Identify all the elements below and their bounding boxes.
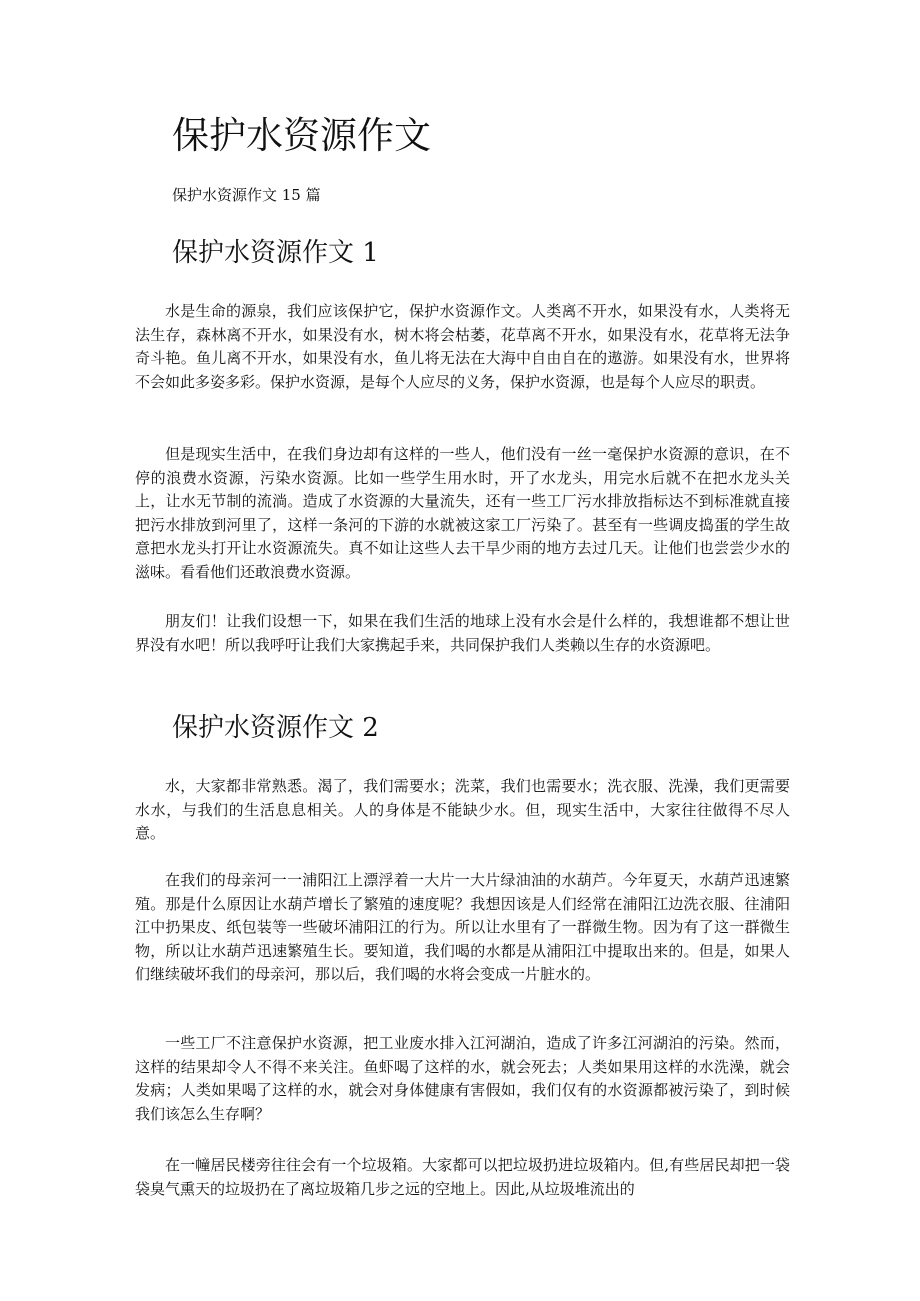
- paragraph: 水，大家都非常熟悉。渴了，我们需要水；洗菜，我们也需要水；洗衣服、洗澡，我们更需要水水，与我们的生活息息相关。人的身体是不能缺少水。但，现实生活中，大家往往做得不尽人意。: [135, 777, 790, 843]
- paragraph: 朋友们！让我们设想一下，如果在我们生活的地球上没有水会是什么样的，我想谁都不想让世界没有水吧！所以我呼吁让我们大家携起手来，共同保护我们人类赖以生存的水资源吧。: [135, 612, 790, 654]
- section-heading-1: 保护水资源作文 1: [172, 238, 379, 268]
- paragraph: 在一幢居民楼旁往往会有一个垃圾箱。大家都可以把垃圾扔进垃圾箱内。但,有些居民却把一袋袋臭气熏天的垃圾扔在了离垃圾箱几步之远的空地上。因此,从垃圾堆流出的: [135, 1156, 790, 1198]
- paragraph: 水是生命的源泉，我们应该保护它，保护水资源作文。人类离不开水，如果没有水，人类将无法生存，森林离不开水，如果没有水，树木将会枯萎，花草离不开水，如果没有水，花草将无法争奇斗艳。鱼儿离不开水，如果没有水，鱼儿将无法在大海中自由自在的遨游。如果没有水，世界将不会如此多姿多彩。保护水资源，是每个人应尽的义务，保护水资源，也是每个人应尽的职责。: [135, 302, 790, 391]
- paragraph: 在我们的母亲河一一浦阳江上漂浮着一大片一大片绿油油的水葫芦。今年夏天，水葫芦迅速繁殖。那是什么原因让水葫芦增长了繁殖的速度呢？我想因该是人们经常在浦阳江边洗衣服、往浦阳江中扔果皮、纸包装等一些破坏浦阳江的行为。所以让水里有了一群微生物。因为有了这一群微生物，所以让水葫芦迅速繁殖生长。要知道，我们喝的水都是从浦阳江中提取出来的。但是，如果人们继续破坏我们的母亲河，那以后，我们喝的水将会变成一片脏水的。: [135, 871, 790, 984]
- section-heading-2: 保护水资源作文 2: [172, 713, 379, 743]
- paragraph: 但是现实生活中，在我们身边却有这样的一些人，他们没有一丝一毫保护水资源的意识，在不停的浪费水资源，污染水资源。比如一些学生用水时，开了水龙头，用完水后就不在把水龙头关上，让水无节制的流淌。造成了水资源的大量流失，还有一些工厂污水排放指标达不到标准就直接把污水排放到河里了，这样一条河的下游的水就被这家工厂污染了。甚至有一些调皮捣蛋的学生故意把水龙头打开让水资源流失。真不如让这些人去干旱少雨的地方去过几天。让他们也尝尝少水的滋味。看看他们还敢浪费水资源。: [135, 445, 790, 581]
- document-subtitle: 保护水资源作文 15 篇: [172, 186, 321, 204]
- paragraph: 一些工厂不注意保护水资源，把工业废水排入江河湖泊，造成了许多江河湖泊的污染。然而，这样的结果却令人不得不来关注。鱼虾喝了这样的水，就会死去；人类如果用这样的水洗澡，就会发病；人类如果喝了这样的水，就会对身体健康有害假如，我们仅有的水资源都被污染了，到时候我们该怎么生存啊？: [135, 1034, 790, 1123]
- document-title: 保护水资源作文: [172, 114, 431, 157]
